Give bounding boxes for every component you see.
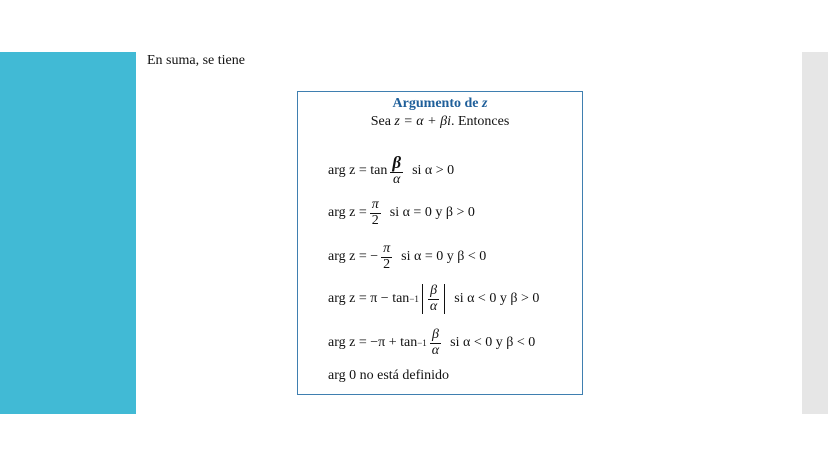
- formula-1: [328, 154, 454, 188]
- formula-5: [328, 328, 535, 358]
- formula-1-den: α: [393, 171, 401, 187]
- formula-2-den: 2: [371, 212, 379, 228]
- formula-3-fraction: [381, 242, 392, 272]
- formula-2-num: π: [371, 197, 379, 212]
- formula-4-cond: si α < 0 y β > 0: [454, 291, 540, 307]
- formula-5-exp: −1: [417, 338, 427, 349]
- formula-5-fraction: [430, 328, 441, 358]
- formula-1-lhs: arg z = tan: [328, 162, 388, 178]
- formula-4: [328, 284, 539, 314]
- formula-3-lhs: arg z = −: [328, 249, 379, 265]
- formula-3-cond: si α = 0 y β < 0: [401, 249, 487, 265]
- formula-6-text: arg 0 no está definido: [328, 368, 450, 383]
- subtitle-post: . Entonces: [450, 114, 510, 129]
- formula-2-cond: si α = 0 y β > 0: [389, 205, 475, 221]
- formula-box: [297, 91, 583, 395]
- formula-5-cond: si α < 0 y β < 0: [450, 335, 536, 351]
- side-strip: [802, 52, 828, 414]
- subtitle-pre: Sea: [370, 114, 391, 129]
- formula-1-fraction: [390, 154, 403, 188]
- box-title: [298, 96, 582, 112]
- formula-4-abs: [422, 284, 445, 314]
- box-title-var: z: [481, 96, 488, 111]
- formula-3-num: π: [383, 241, 391, 256]
- formula-2-fraction: [370, 198, 381, 228]
- formula-3: [328, 242, 486, 272]
- formula-5-den: α: [431, 342, 440, 358]
- formula-4-den: α: [429, 298, 438, 314]
- box-subtitle: [298, 114, 582, 130]
- formula-3-den: 2: [383, 256, 391, 272]
- subtitle-eq: z = α + βi: [394, 114, 451, 129]
- formula-5-num: β: [431, 327, 439, 342]
- formula-6: [328, 368, 449, 384]
- formula-2: [328, 198, 475, 228]
- formula-4-lhs: arg z = π − tan: [328, 291, 410, 307]
- formula-4-fraction: [428, 284, 439, 314]
- intro-text: En suma, se tiene: [147, 53, 245, 68]
- formula-4-exp: −1: [409, 294, 419, 305]
- accent-bar: [0, 52, 136, 414]
- box-title-prefix: Argumento de: [392, 96, 479, 111]
- formula-1-cond: si α > 0: [412, 162, 455, 178]
- formula-2-lhs: arg z =: [328, 205, 367, 221]
- formula-4-num: β: [430, 283, 438, 298]
- formula-1-num: β: [392, 153, 402, 172]
- formula-5-lhs: arg z = −π + tan: [328, 335, 418, 351]
